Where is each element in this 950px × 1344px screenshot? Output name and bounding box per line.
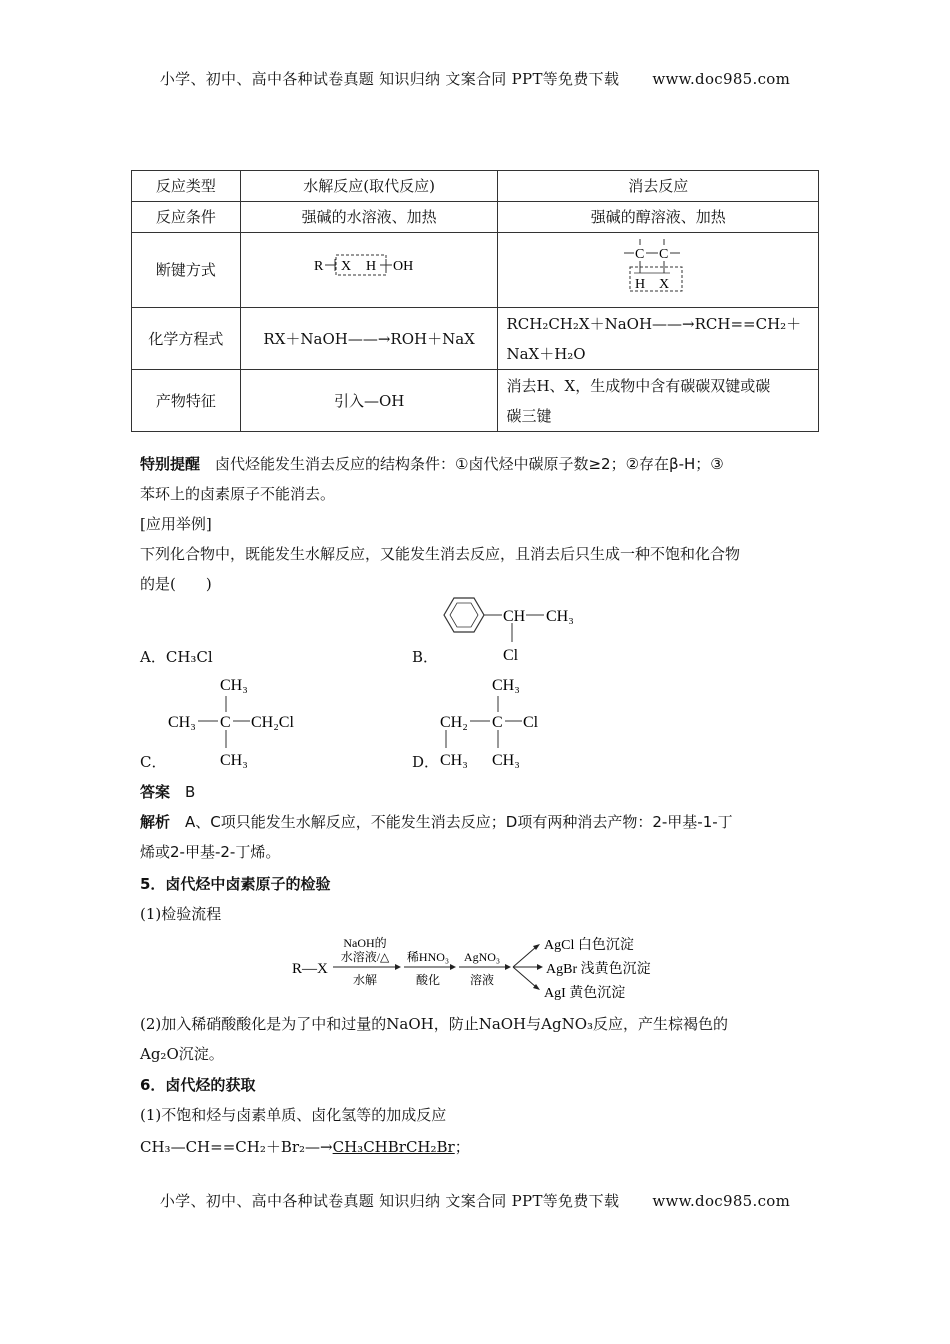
row-label: 断键方式 — [132, 233, 241, 308]
r-group: R — [314, 259, 324, 274]
flow-start: R—X — [292, 961, 328, 977]
step2-top: 稀HNO₃ — [406, 950, 450, 964]
step3-top: AgNO₃ — [463, 950, 501, 964]
page-footer — [0, 1190, 950, 1211]
answer-label: 答案 — [140, 783, 171, 801]
hydrolysis-cell: 强碱的水溶液、加热 — [240, 202, 498, 233]
equation-line-2: NaX＋H₂O — [506, 344, 586, 363]
section-5-title: 5．卤代烃中卤素原子的检验 — [140, 875, 331, 893]
option-a-formula: CH₃Cl — [165, 648, 213, 666]
sub2-line-2: Ag₂O沉淀。 — [140, 1045, 224, 1063]
option-label: A． — [140, 648, 166, 666]
elimination-bond-diagram — [498, 233, 819, 308]
product-line-2: 碳三键 — [506, 406, 552, 425]
equation-product: CH₃CHBrCH₂Br — [332, 1138, 455, 1156]
product-agbr: AgBr 浅黄色沉淀 — [546, 962, 651, 977]
product-line-1: 消去H、X，生成物中含有碳碳双键或碳 — [506, 376, 771, 395]
h-atom: H — [366, 259, 377, 274]
option-b-structure — [436, 596, 596, 668]
row-label: 反应条件 — [132, 202, 241, 233]
footer-text: 小学、初中、高中各种试卷真题 知识归纳 文案合同 PPT等免费下载 — [159, 1192, 620, 1210]
option-b-label: B． — [412, 648, 439, 666]
section-6-equation — [140, 1132, 812, 1162]
elimination-equation — [498, 308, 819, 370]
hydrolysis-equation: RX＋NaOH——→ROH＋NaX — [240, 308, 498, 370]
central-carbon: C — [220, 714, 231, 731]
ch3-bottom-left: CH₃ — [440, 752, 468, 769]
ch3-bottom-mid: CH₃ — [492, 752, 520, 769]
analysis — [140, 807, 812, 867]
row-label: 化学方程式 — [132, 308, 241, 370]
product-agi: AgI 黄色沉淀 — [544, 986, 626, 1001]
reaction-comparison-table — [131, 170, 819, 432]
footer-url: www.doc985.com — [652, 1192, 791, 1210]
question-line-2: 的是( ) — [140, 575, 212, 593]
elimination-bond-svg — [618, 233, 698, 297]
page-header — [0, 68, 950, 89]
ch2cl-group: CH₂Cl — [251, 714, 294, 731]
step1-bottom: 水解 — [352, 973, 378, 987]
header-url: www.doc985.com — [652, 70, 791, 88]
hydrolysis-cell: 水解反应(取代反应) — [240, 171, 498, 202]
analysis-line-2: 烯或2-甲基-2-丁烯。 — [140, 843, 281, 861]
answer-value: B — [185, 783, 196, 801]
sub2-line-1: (2)加入稀硝酸酸化是为了中和过量的NaOH，防止NaOH与AgNO₃反应，产生棕褐色的 — [140, 1015, 729, 1033]
table-row — [132, 171, 819, 202]
equation-reactants: CH₃—CH==CH₂＋Br₂—→ — [140, 1138, 333, 1156]
cl-atom: Cl — [503, 647, 519, 664]
step2-bottom: 酸化 — [415, 973, 441, 987]
reminder-line-1: 卤代烃能发生消去反应的结构条件：①卤代烃中碳原子数≥2；②存在β-H；③ — [215, 455, 724, 473]
carbon-2: C — [659, 247, 669, 262]
example-heading: [应用举例] — [140, 515, 212, 533]
section-5-sub1: (1)检验流程 — [140, 905, 222, 923]
section-6-sub1: (1)不饱和烃与卤素单质、卤化氢等的加成反应 — [140, 1106, 447, 1124]
option-a — [140, 646, 213, 667]
analysis-label: 解析 — [140, 813, 171, 831]
reminder-line-2: 苯环上的卤素原子不能消去。 — [140, 485, 336, 503]
ch3-left: CH₃ — [168, 714, 196, 731]
step3-bottom: 溶液 — [469, 973, 495, 987]
hydrolysis-bond-diagram — [240, 233, 498, 308]
reminder-title: 特别提醒 — [140, 455, 201, 473]
ch3-bottom: CH₃ — [220, 752, 248, 769]
row-label: 产物特征 — [132, 370, 241, 432]
option-d-structure — [436, 672, 566, 772]
header-text: 小学、初中、高中各种试卷真题 知识归纳 文案合同 PPT等免费下载 — [159, 70, 620, 88]
table-row — [132, 233, 819, 308]
elimination-cell: 消去反应 — [498, 171, 819, 202]
central-carbon: C — [492, 714, 503, 731]
hydrolysis-product: 引入—OH — [240, 370, 498, 432]
option-c-label: C． — [140, 753, 167, 771]
step1-top2: 水溶液/△ — [340, 950, 390, 964]
product-agcl: AgCl 白色沉淀 — [544, 938, 634, 953]
ch2-group: CH₂ — [440, 714, 468, 731]
table-row — [132, 202, 819, 233]
example-question — [140, 539, 812, 599]
hydrolysis-bond-svg — [314, 250, 424, 280]
detection-flowchart — [290, 930, 670, 1002]
ch3-group: CH₃ — [546, 608, 574, 625]
table-row — [132, 370, 819, 432]
section-5-sub2 — [140, 1009, 812, 1069]
step1-top1: NaOH的 — [343, 936, 387, 950]
elimination-product — [498, 370, 819, 432]
equation-line-1: RCH₂CH₂X＋NaOH——→RCH==CH₂＋ — [506, 314, 802, 333]
x-atom: X — [659, 277, 670, 292]
section-6-title: 6．卤代烃的获取 — [140, 1076, 256, 1094]
option-c-structure — [162, 672, 312, 772]
analysis-line-1: A、C项只能发生水解反应，不能发生消去反应；D项有两种消去产物：2-甲基-1-丁 — [185, 813, 733, 831]
answer — [140, 777, 812, 807]
ch3-top: CH₃ — [492, 677, 520, 694]
row-label: 反应类型 — [132, 171, 241, 202]
elimination-cell: 强碱的醇溶液、加热 — [498, 202, 819, 233]
carbon-1: C — [635, 247, 645, 262]
oh-group: OH — [393, 259, 414, 274]
h-atom: H — [635, 277, 646, 292]
table-row — [132, 308, 819, 370]
question-line-1: 下列化合物中，既能发生水解反应，又能发生消去反应，且消去后只生成一种不饱和化合物 — [140, 545, 741, 563]
x-atom: X — [341, 259, 352, 274]
ch3-top: CH₃ — [220, 677, 248, 694]
cl-atom: Cl — [523, 714, 539, 731]
ch-group: CH — [503, 608, 526, 625]
equation-end: ； — [454, 1138, 470, 1156]
special-reminder — [140, 449, 812, 509]
option-d-label: D． — [412, 753, 440, 771]
